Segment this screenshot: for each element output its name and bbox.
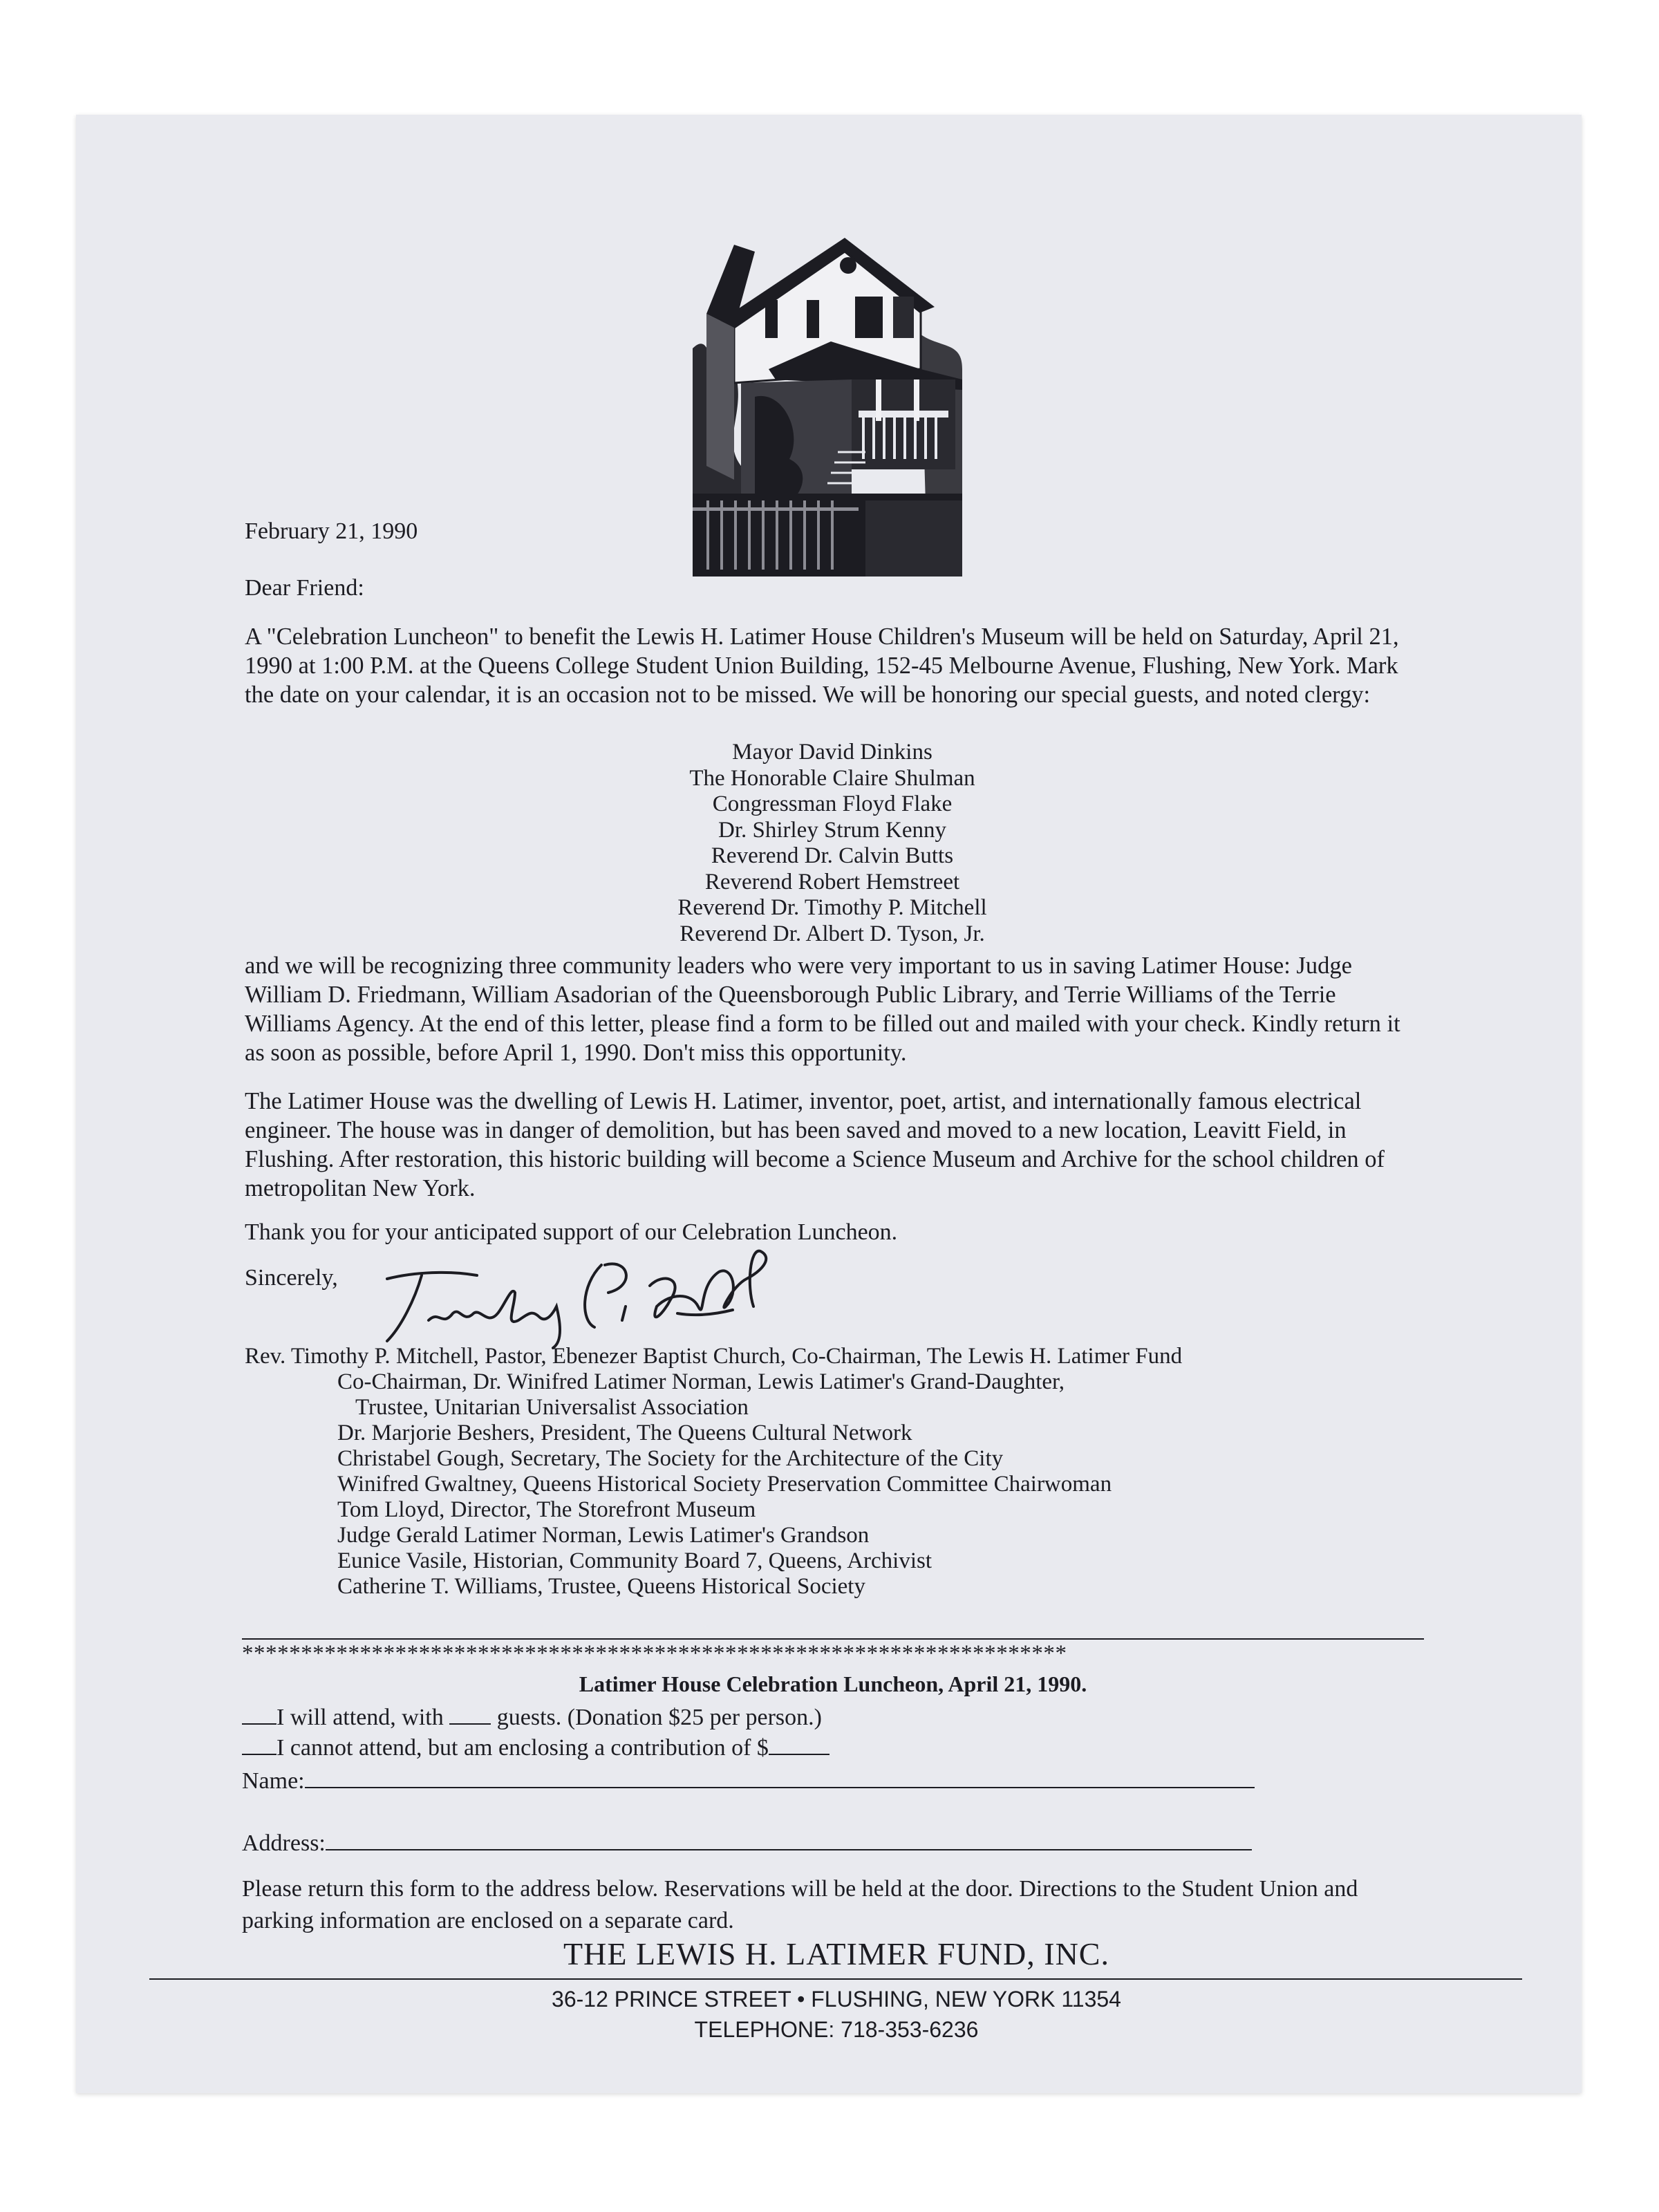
honorees-list xyxy=(245,740,1420,947)
contribution-field[interactable] xyxy=(769,1754,830,1755)
signer-line: Dr. Marjorie Beshers, President, The Queens Cultural Network xyxy=(337,1421,912,1445)
thanks-line: Thank you for your anticipated support of our Celebration Luncheon. xyxy=(245,1219,898,1245)
address-label: Address: xyxy=(242,1830,326,1856)
closing: Sincerely, xyxy=(245,1265,338,1291)
cannot-attend-option xyxy=(242,1735,830,1761)
paragraph-history: The Latimer House was the dwelling of Lewis H. Latimer, inventor, poet, artist, and internationally famous electrical engineer. The house was in danger of demolition, but has been saved and moved to a new location, Leavitt Field, in Flushing. After restoration, this historic building will become a Science Museum and Archive for the school children of metropolitan New York. xyxy=(245,1088,1385,1201)
form-separator-rule xyxy=(242,1638,1424,1640)
honoree-item: Reverend Dr. Calvin Butts xyxy=(711,843,954,868)
signer-line: Winifred Gwaltney, Queens Historical Society Preservation Committee Chairwoman xyxy=(337,1472,1112,1497)
address-row xyxy=(242,1830,1252,1857)
name-label: Name: xyxy=(242,1768,305,1794)
attend-option xyxy=(242,1705,822,1731)
guests-count-field[interactable] xyxy=(449,1723,491,1725)
signer-line: Rev. Timothy P. Mitchell, Pastor, Ebenezer Baptist Church, Co-Chairman, The Lewis H. Latimer Fund xyxy=(245,1344,1183,1369)
footer-address: 36-12 PRINCE STREET • FLUSHING, NEW YORK 11354 xyxy=(552,1987,1121,2012)
signer-line: Catherine T. Williams, Trustee, Queens Historical Society xyxy=(337,1574,865,1599)
footer-rule xyxy=(149,1978,1522,1980)
return-note: Please return this form to the address below. Reservations will be held at the door. Directions to the Student Union and parking information are enclosed on a separate card. xyxy=(242,1876,1358,1933)
attend-label-b: guests. (Donation $25 per person.) xyxy=(496,1705,822,1730)
name-row xyxy=(242,1768,1255,1794)
paragraph-recognition: and we will be recognizing three community leaders who were very important to us in saving Latimer House: Judge William D. Friedmann, William Asadorian of the Queensborough Public Library, and Terrie Williams of the Terrie Williams Agency. At the end of this letter, please find a form to be filled out and mailed with your check. Kindly return it as soon as possible, before April 1, 1990. Don't miss this opportunity. xyxy=(245,953,1400,1066)
name-field[interactable] xyxy=(305,1787,1255,1788)
form-title: Latimer House Celebration Luncheon, April 21, 1990. xyxy=(579,1671,1087,1696)
honoree-item: Reverend Robert Hemstreet xyxy=(704,869,960,894)
form-separator: ********************************************************************** xyxy=(242,1641,1067,1666)
paragraph-intro: A "Celebration Luncheon" to benefit the Lewis H. Latimer House Children's Museum will be held on Saturday, April 21, 1990 at 1:00 P.M. at the Queens College Student Union Building, 152-45 Melbourne Avenue, Flushing, New York. Mark the date on your calendar, it is an occasion not to be missed. We will be honoring our special guests, and noted clergy: xyxy=(245,624,1399,708)
signer-line: Christabel Gough, Secretary, The Society for the Architecture of the City xyxy=(337,1446,1004,1471)
org-name: THE LEWIS H. LATIMER FUND, INC. xyxy=(563,1936,1109,1971)
signature xyxy=(373,1244,788,1355)
signer-line: Trustee, Unitarian Universalist Association xyxy=(355,1395,749,1420)
house-illustration xyxy=(693,231,962,577)
signer-line: Eunice Vasile, Historian, Community Board 7, Queens, Archivist xyxy=(337,1548,932,1573)
honoree-item: Dr. Shirley Strum Kenny xyxy=(718,817,946,843)
cannot-attend-checkbox[interactable] xyxy=(242,1754,276,1755)
honoree-item: Reverend Dr. Timothy P. Mitchell xyxy=(677,895,987,920)
address-field[interactable] xyxy=(326,1849,1252,1850)
attend-checkbox[interactable] xyxy=(242,1723,276,1725)
signer-line: Judge Gerald Latimer Norman, Lewis Latimer's Grandson xyxy=(337,1523,870,1548)
cannot-attend-label: I cannot attend, but am enclosing a contribution of $ xyxy=(276,1735,769,1761)
salutation: Dear Friend: xyxy=(245,575,364,601)
honoree-item: Reverend Dr. Albert D. Tyson, Jr. xyxy=(679,921,985,946)
honoree-item: The Honorable Claire Shulman xyxy=(689,765,975,791)
footer-telephone: TELEPHONE: 718-353-6236 xyxy=(694,2017,979,2042)
attend-label-a: I will attend, with xyxy=(276,1705,444,1730)
letter-date: February 21, 1990 xyxy=(245,518,418,544)
signer-line: Tom Lloyd, Director, The Storefront Museum xyxy=(337,1497,756,1522)
honoree-item: Congressman Floyd Flake xyxy=(712,791,953,816)
signer-line: Co-Chairman, Dr. Winifred Latimer Norman, Lewis Latimer's Grand-Daughter, xyxy=(337,1369,1065,1394)
honoree-item: Mayor David Dinkins xyxy=(732,740,932,765)
